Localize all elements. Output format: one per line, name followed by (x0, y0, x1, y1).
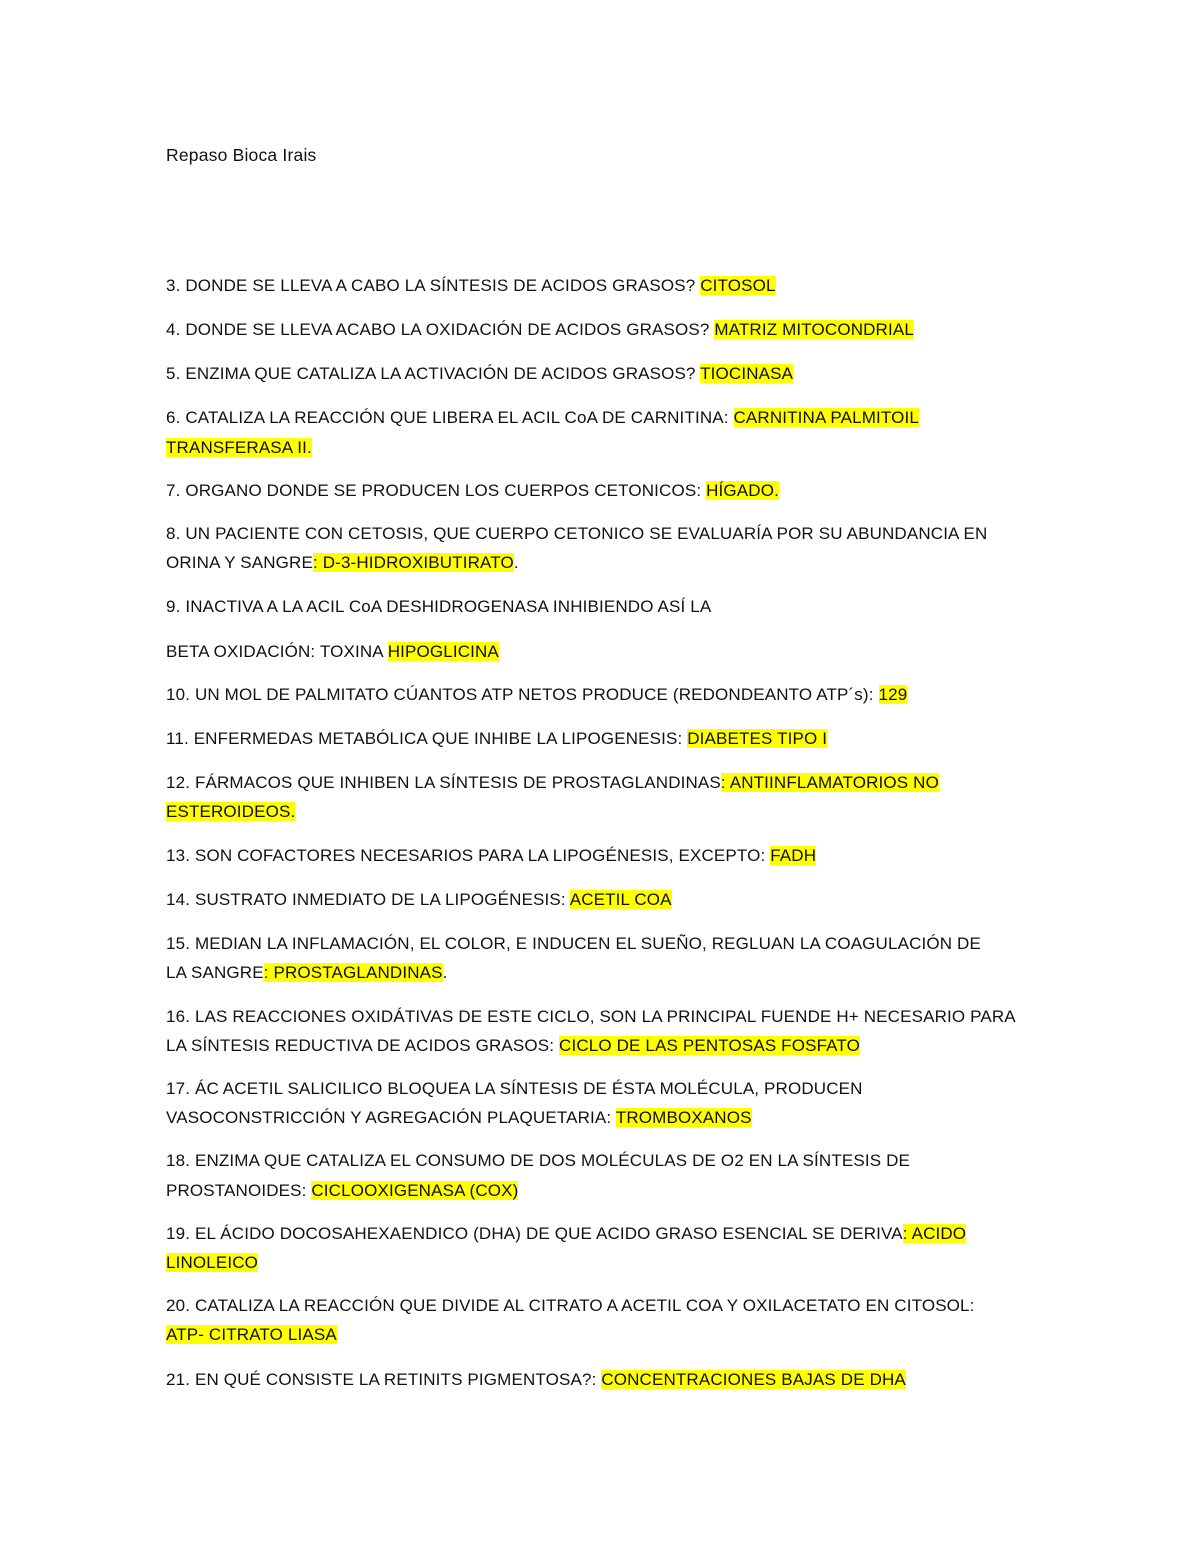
question-text: 6. CATALIZA LA REACCIÓN QUE LIBERA EL ACIL CoA DE CARNITINA: (166, 408, 734, 427)
question-text: 4. DONDE SE LLEVA ACABO LA OXIDACIÓN DE ACIDOS GRASOS? (166, 320, 715, 339)
question-text: 12. FÁRMACOS QUE INHIBEN LA SÍNTESIS DE PROSTAGLANDINAS (166, 773, 721, 792)
question-text: 13. SON COFACTORES NECESARIOS PARA LA LIPOGÉNESIS, EXCEPTO: (166, 846, 771, 865)
trailing-text: . (442, 963, 448, 982)
question-text: BETA OXIDACIÓN: TOXINA (166, 642, 388, 661)
question-text: 14. SUSTRATO INMEDIATO DE LA LIPOGÉNESIS: (166, 890, 570, 909)
question-text: LA SANGRE (166, 963, 264, 982)
question-text: 3. DONDE SE LLEVA A CABO LA SÍNTESIS DE ACIDOS GRASOS? (166, 276, 701, 295)
text-line (166, 549, 519, 577)
highlighted-answer: CONCENTRACIONES BAJAS DE DHA (601, 1370, 906, 1389)
text-line (166, 930, 981, 958)
question-text: ORINA Y SANGRE (166, 553, 313, 572)
question-text: 17. ÁC ACETIL SALICILICO BLOQUEA LA SÍNTESIS DE ÉSTA MOLÉCULA, PRODUCEN (166, 1079, 863, 1098)
text-line (166, 593, 711, 621)
question-text: 16. LAS REACCIONES OXIDÁTIVAS DE ESTE CICLO, SON LA PRINCIPAL FUENDE H+ NECESARIO PARA (166, 1007, 1016, 1026)
text-line (166, 798, 295, 826)
highlighted-answer: : D-3-HIDROXIBUTIRATO (312, 553, 514, 572)
highlighted-answer: TIOCINASA (700, 364, 794, 383)
highlighted-answer: TROMBOXANOS (615, 1108, 752, 1127)
text-line (166, 1292, 975, 1320)
question-text: PROSTANOIDES: (166, 1181, 312, 1200)
highlighted-answer: HIPOGLICINA (387, 642, 499, 661)
highlighted-answer: CITOSOL (700, 276, 776, 295)
text-line (166, 681, 907, 709)
question-text: 10. UN MOL DE PALMITATO CÚANTOS ATP NETOS PRODUCE (REDONDEANTO ATP´s): (166, 685, 879, 704)
highlighted-answer: ESTEROIDEOS. (166, 802, 296, 821)
text-line (166, 272, 776, 300)
text-line (166, 1104, 752, 1132)
highlighted-answer: HÍGADO. (706, 481, 779, 500)
question-text: 11. ENFERMEDAS METABÓLICA QUE INHIBE LA LIPOGENESIS: (166, 729, 688, 748)
highlighted-answer: : ACIDO (902, 1224, 967, 1243)
text-line (166, 1321, 337, 1349)
text-line (166, 434, 312, 462)
highlighted-answer: ATP- CITRATO LIASA (166, 1325, 337, 1344)
text-line (166, 404, 919, 432)
question-text: 18. ENZIMA QUE CATALIZA EL CONSUMO DE DOS MOLÉCULAS DE O2 EN LA SÍNTESIS DE (166, 1151, 911, 1170)
text-line (166, 842, 816, 870)
text-line (166, 1147, 910, 1175)
text-line (166, 1075, 863, 1103)
text-line (166, 638, 499, 666)
text-line (166, 1003, 1016, 1031)
text-line (166, 477, 779, 505)
question-text: VASOCONSTRICCIÓN Y AGREGACIÓN PLAQUETARIA: (166, 1108, 616, 1127)
highlighted-answer: ACETIL COA (569, 890, 672, 909)
question-text: 20. CATALIZA LA REACCIÓN QUE DIVIDE AL CITRATO A ACETIL COA Y OXILACETATO EN CITOSOL: (166, 1296, 975, 1315)
highlighted-answer: DIABETES TIPO I (687, 729, 828, 748)
text-line (166, 1249, 258, 1277)
text-line (166, 886, 672, 914)
question-text: 21. EN QUÉ CONSISTE LA RETINITS PIGMENTOSA?: (166, 1370, 602, 1389)
highlighted-answer: : ANTIINFLAMATORIOS NO (720, 773, 939, 792)
text-line (166, 1220, 966, 1248)
highlighted-answer: CICLOOXIGENASA (COX) (311, 1181, 519, 1200)
text-line (166, 725, 827, 753)
trailing-text: . (513, 553, 519, 572)
highlighted-answer: LINOLEICO (166, 1253, 259, 1272)
highlighted-answer: MATRIZ MITOCONDRIAL (714, 320, 914, 339)
question-text: LA SÍNTESIS REDUCTIVA DE ACIDOS GRASOS: (166, 1036, 560, 1055)
question-text: 19. EL ÁCIDO DOCOSAHEXAENDICO (DHA) DE QUE ACIDO GRASO ESENCIAL SE DERIVA (166, 1224, 903, 1243)
highlighted-answer: : PROSTAGLANDINAS (263, 963, 443, 982)
text-line (166, 959, 448, 987)
text-line (166, 360, 793, 388)
question-text: 8. UN PACIENTE CON CETOSIS, QUE CUERPO CETONICO SE EVALUARÍA POR SU ABUNDANCIA EN (166, 524, 988, 543)
highlighted-answer: TRANSFERASA II. (166, 438, 312, 457)
question-text: 5. ENZIMA QUE CATALIZA LA ACTIVACIÓN DE ACIDOS GRASOS? (166, 364, 701, 383)
highlighted-answer: CICLO DE LAS PENTOSAS FOSFATO (559, 1036, 861, 1055)
document-title: Repaso Bioca Irais (166, 145, 317, 165)
question-text: 15. MEDIAN LA INFLAMACIÓN, EL COLOR, E INDUCEN EL SUEÑO, REGLUAN LA COAGULACIÓN DE (166, 934, 981, 953)
question-text: 7. ORGANO DONDE SE PRODUCEN LOS CUERPOS CETONICOS: (166, 481, 707, 500)
highlighted-answer: FADH (770, 846, 817, 865)
text-line (166, 1032, 860, 1060)
text-line (166, 316, 914, 344)
text-line (166, 1366, 906, 1394)
question-text: 9. INACTIVA A LA ACIL CoA DESHIDROGENASA INHIBIENDO ASÍ LA (166, 597, 712, 616)
highlighted-answer: 129 (878, 685, 908, 704)
highlighted-answer: CARNITINA PALMITOIL (733, 408, 919, 427)
text-line (166, 1177, 518, 1205)
text-line (166, 769, 939, 797)
text-line (166, 520, 987, 548)
